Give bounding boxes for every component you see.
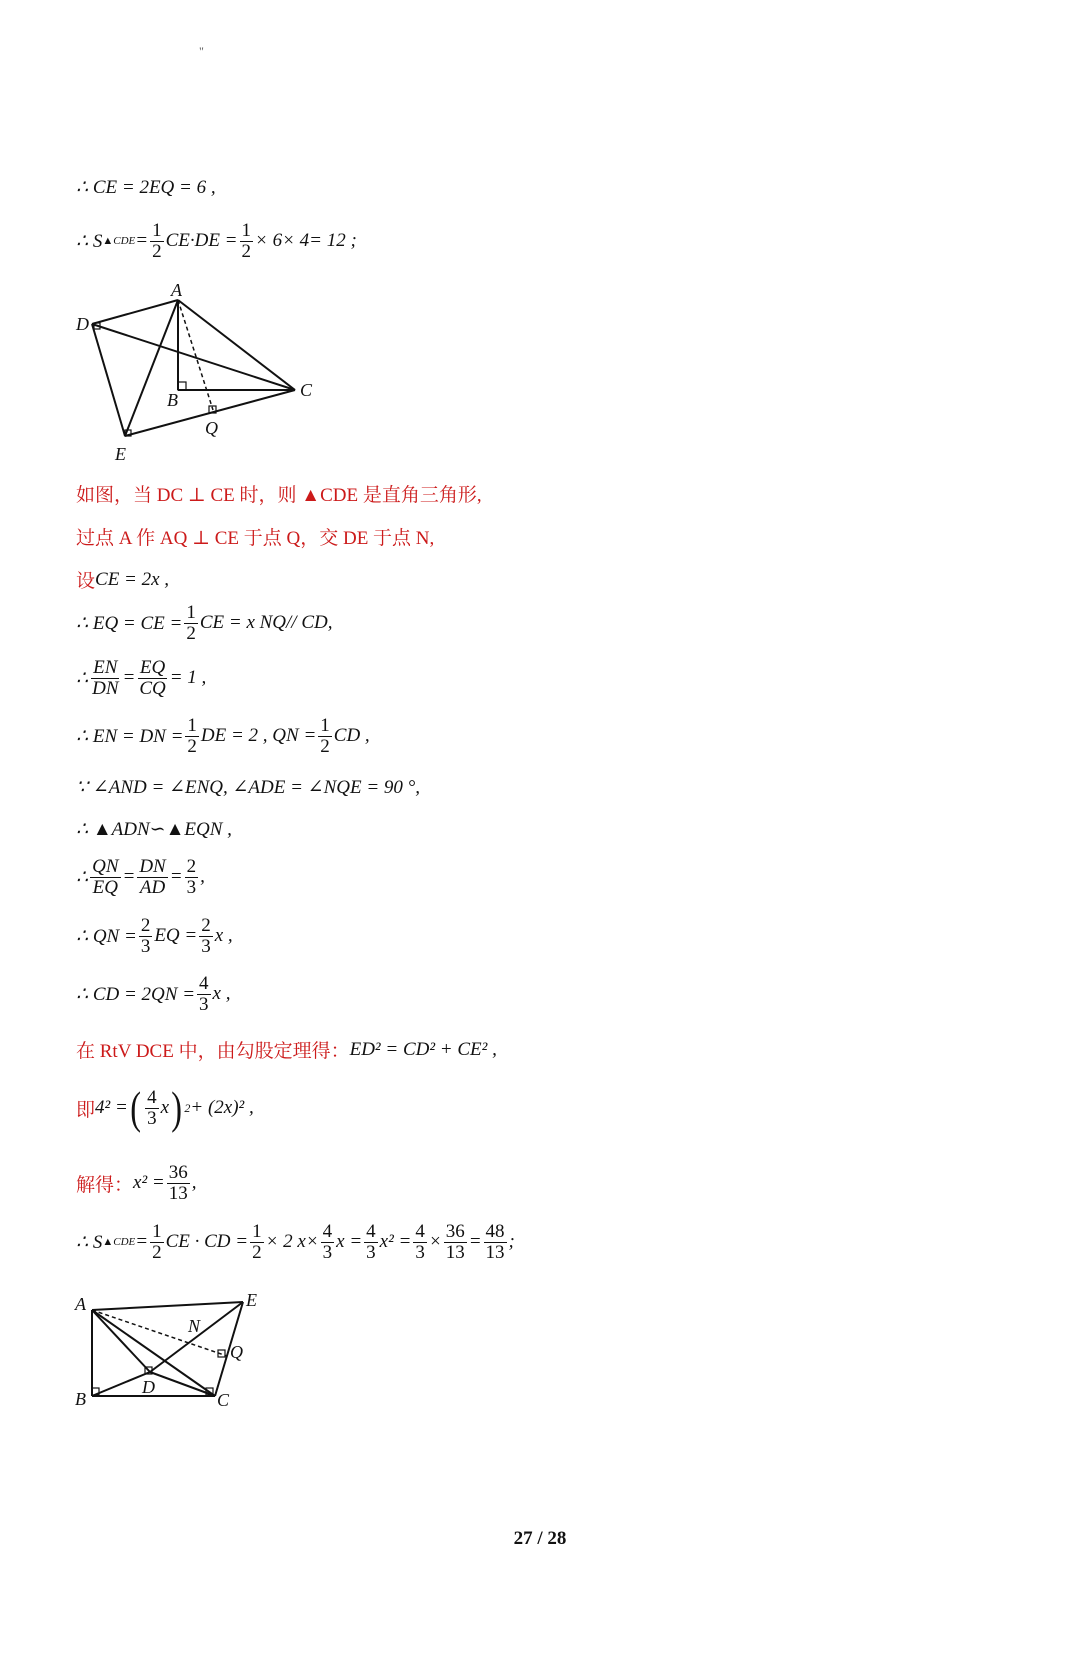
- fraction-two-thirds: $\frac{2}{3}$: [201, 915, 211, 957]
- solution-line-1: [76, 176, 216, 199]
- fraction-eq-cq: $\frac{EQ}{CQ}$: [139, 657, 166, 699]
- solution-line-7: ∵ ∠AND = ∠ENQ, ∠ADE = ∠NQE = 90 °,: [76, 777, 421, 798]
- final-area-line: ∴ S ▲CDE = $\frac{1}{2}$ CE · CD = $\frac{1}{2}$ × 2 x× $\frac{4}{3}$ x = $\frac{4}{3}$ x² = $\frac{4}{3}$ × $\frac{36}{13}$ = $\frac{48}{13}$ ;: [76, 1221, 515, 1263]
- solution-line-9: ∴ $\frac{QN}{EQ}$ = $\frac{DN}{AD}$ = $\frac{2}{3}$ ,: [76, 856, 205, 898]
- red-line-2: 过点 A 作 AQ ⊥ CE 于点 Q，交 DE 于点 N,: [76, 528, 435, 549]
- fraction-qn-eq: $\frac{QN}{EQ}$: [92, 856, 119, 898]
- label-E: E: [115, 444, 126, 464]
- fraction-four-thirds: $\frac{4}{3}$: [147, 1086, 157, 1129]
- header-mark: ": [199, 44, 204, 58]
- page-number: 27 / 28: [513, 1528, 567, 1549]
- solution-line-11: ∴ CD = 2QN = $\frac{4}{3}$ x ,: [76, 973, 231, 1015]
- solution-line-6: ∴ EN = DN = $\frac{1}{2}$ DE = 2 , QN = $\frac{1}{2}$ CD ,: [76, 715, 370, 757]
- fraction-half: $\frac{1}{2}$: [152, 220, 162, 262]
- geometry-figure-1: [70, 282, 350, 472]
- label-C: C: [217, 1390, 230, 1410]
- fraction-half: $\frac{1}{2}$: [241, 220, 251, 262]
- fraction-36-13: $\frac{36}{13}$: [168, 1162, 188, 1204]
- equation-line: 即 4² = ( $\frac{4}{3}$ x ) 2 + (2x)² ,: [76, 1082, 254, 1133]
- equals-sign: =: [135, 230, 149, 252]
- label-Q: Q: [205, 418, 218, 438]
- geometry-figure-2: [70, 1290, 310, 1430]
- fraction-en-dn: $\frac{EN}{DN}$: [92, 657, 119, 699]
- label-Q: Q: [230, 1342, 243, 1362]
- line-text: ∴ CE = 2EQ = 6 ,: [76, 177, 216, 198]
- label-B: B: [75, 1389, 86, 1409]
- red-line-1: 如图，当 DC ⊥ CE 时，则 ▲CDE 是直角三角形,: [76, 485, 482, 506]
- solution-line-10: ∴ QN = $\frac{2}{3}$ EQ = $\frac{2}{3}$ x ,: [76, 915, 233, 957]
- label-E: E: [246, 1290, 257, 1310]
- fraction-half: $\frac{1}{2}$: [186, 602, 196, 644]
- label-A: A: [171, 282, 182, 300]
- line-text: × 6× 4= 12 ;: [255, 230, 357, 252]
- label-N: N: [188, 1316, 201, 1336]
- label-D: D: [76, 314, 89, 334]
- solution-line-2: [76, 221, 357, 262]
- label-C: C: [300, 380, 313, 400]
- solution-line-5: ∴ $\frac{EN}{DN}$ = $\frac{EQ}{CQ}$ = 1 ,: [76, 657, 207, 699]
- fraction-four-thirds: $\frac{4}{3}$: [199, 973, 209, 1015]
- area-symbol: ∴ S: [76, 230, 103, 252]
- fraction-half: $\frac{1}{2}$: [187, 715, 197, 757]
- label-A: A: [75, 1294, 86, 1314]
- line-set-ce: 设 CE = 2x ,: [76, 568, 170, 592]
- fraction-half: $\frac{1}{2}$: [320, 715, 330, 757]
- solution-line-4: ∴ EQ = CE = $\frac{1}{2}$ CE = x NQ// CD,: [76, 602, 333, 644]
- area-subscript: ▲CDE: [102, 235, 136, 248]
- label-B: B: [167, 390, 178, 410]
- pythagorean-line: 在 RtV DCE 中，由勾股定理得： ED² = CD² + CE² ,: [76, 1038, 497, 1062]
- solution-line-8: ∴ ▲ADN∽▲EQN ,: [76, 819, 232, 840]
- solve-line: 解得： x² = $\frac{36}{13}$ ,: [76, 1162, 197, 1204]
- fraction-two-thirds: $\frac{2}{3}$: [186, 856, 197, 898]
- label-D: D: [142, 1377, 155, 1397]
- fraction-dn-ad: $\frac{DN}{AD}$: [139, 856, 166, 898]
- fraction-two-thirds: $\frac{2}{3}$: [140, 915, 151, 957]
- line-text: CE·DE =: [165, 230, 238, 252]
